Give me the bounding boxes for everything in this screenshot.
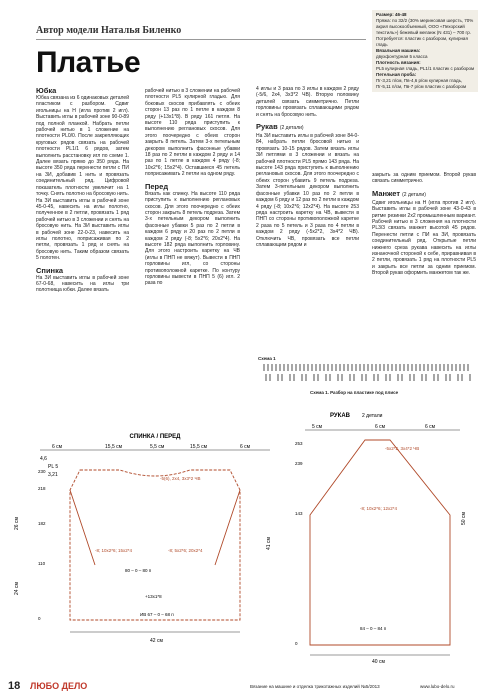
heading-cuff-sub: (2 детали) xyxy=(402,191,426,198)
diagram-back-title: СПИНКА / ПЕРЕД xyxy=(129,434,181,440)
heading-skirt: Юбка xyxy=(36,86,57,95)
left-height: 26 см xyxy=(14,517,20,530)
diagram-sleeve-subtitle: 2 детали xyxy=(362,413,383,419)
sleeve-row-253: 253 xyxy=(295,441,303,446)
footer-bar xyxy=(0,678,483,700)
back-front-diagram xyxy=(0,420,300,660)
row-230: 230 xyxy=(38,469,46,474)
heading-cuff xyxy=(372,189,476,200)
sleeve-stitches: 84 – 0 – 84 п xyxy=(360,626,387,631)
header-rule xyxy=(36,39,366,40)
sleeve-diagram xyxy=(290,405,483,665)
right-height: 41 см xyxy=(266,537,272,550)
dim-top-right: 15,5 см xyxy=(190,444,208,450)
column-1 xyxy=(36,86,129,294)
column-2 xyxy=(145,88,240,287)
row-110: 110 xyxy=(38,561,46,566)
spec-trim: Потребуется: пластик с разбором, кулирная гладь xyxy=(376,36,468,47)
sleeve-dim-t1: 5 см xyxy=(312,424,323,430)
scheme-1-label: Схема 1 xyxy=(258,356,276,361)
scheme-1-needle-chart xyxy=(260,362,476,384)
page-number: 18 xyxy=(8,680,21,692)
column-3 xyxy=(256,86,359,248)
bottom-width: 42 см xyxy=(150,638,163,644)
row-0: 0 xyxy=(38,616,41,621)
issue-text: Вязание на машине и отделка трикотажных изделий №5/2013 xyxy=(250,684,380,689)
raglan-decrease-left: -8; 10х2*6; 15х2*4 xyxy=(95,548,133,553)
text-front-cont: 4 иглы и 3 раза по 3 иглы в каждом 2 ряду (-5/6, 2х4, 3х3*2 ЧВ). Вторую половину деталей связать симметрично. Петли горловины провязать сплавающими рядом и снять на бросовую нить. xyxy=(256,86,359,118)
spec-machine-heading: Вязальная машина: xyxy=(376,48,421,53)
sleeve-right-height: 50 см xyxy=(461,512,467,525)
heading-sleeve-sub: (2 детали) xyxy=(279,125,304,132)
hem-stitches: ИВ 67 – 0 – 68 п xyxy=(140,612,174,617)
left-height-2: 24 см xyxy=(14,582,20,595)
brand-logo: ЛЮБО ДЕЛО xyxy=(30,681,88,691)
heading-sleeve-label: Рукав xyxy=(256,122,278,132)
text-cuff: Сдвиг игольницы на Н (игла против 2 игл). Выставить иглы в рабочей зоне 43-0-43 в ритме резинки 2х2 промышленным вариант. Рабочей нитью в 3 сложения на плотности PL3/3 связать манжет высотой 45 рядов. Перенести петли с ПИ на ЗИ, провязать соединительный ряд. Открытые петли нижнего среза рукава навесить на иглы изнаночной стороной к себе, приравнивая в 2 петли, провязать 1 ряд на плотности PL5 и закрыть все петли за одним приемом. Второй рукав оформить манжетом так же. xyxy=(372,199,476,277)
text-back-cont: рабочей нитью в 3 сложении на рабочей плотности PL5 кулирной гладью. Для боковых скосов прибавлять с обеих сторон 13 раз по 1 петле в каждом 8 ряду (+13х1*8). В ряду 161 петля. На высоте 110 ряда приступить к выполнению реглановых скосов. Для этого поочередно с обеих сторон закрыть 8 петель. Затем 3-х петельным декором выполнить фасонные убавки 18 раз по 2 петли в каждом 2 ряду и 14 раз по 1 петле в каждом 4 ряду (-8; 10х2*6; 15х2*4). Оставшиеся 45 петель поприсаживать 2 петли на одном ряду. xyxy=(145,88,240,178)
sleeve-row-143: 143 xyxy=(295,511,303,516)
spec-sample: Пг-3,21 п/см, Пв-4,6 р/см кулирная гладь, Пг-5,11 п/см, Пв-7 р/см пластик с разбором xyxy=(376,78,467,89)
spec-machine: двухфонтурная 5 класса xyxy=(376,54,428,59)
dim-top-mid2: 5,5 см xyxy=(150,444,165,450)
text-back: На ЗИ выставить иглы в рабочей зоне 67-0-68, навесить на иглы три полотнища юбки. Далее вязать xyxy=(36,274,129,294)
row-218: 218 xyxy=(38,486,46,491)
site-text: www.lubo-delo.ru xyxy=(420,684,455,689)
dim-top-rr: 6 см xyxy=(240,444,251,450)
spec-density: PL5 кулирная гладь, PL1/1 пластик с разбором xyxy=(376,66,475,71)
text-sleeve: На ЗИ выставить иглы в рабочей зоне 84-0-84, набрать петли бросовой нитью и провязать 10-15 рядов. Затем вязать иглы ЗИ петлями в 3 сложении и вязать на рабочей плотности PL5 прямо 143 ряда. На высоте 143 ряда приступить к выполнению реглановых скосов. Для этого поочередно с обеих сторон убавить 9 петель подреза. Затем 3-петельным декором выполнить фасонные убавки 10 раз по 2 петли в каждом 6 ряду и 12 раз по 2 петли в каждом 4 ряду (-8; 10х2*6; 12х2*4). На высоте 253 ряда настроить каретку на ЧВ, вывести в ПНП со стороны противоположной каретке 2 раза по 5 петель и 3 раза по 4 петли в каждом 2 ряду (-5х2*2, 3х4*2 ЧВ). Отключить ЧВ, провязать все петли сплавающим рядом и xyxy=(256,133,359,248)
author-line: Автор модели Наталья Биленко xyxy=(36,25,182,36)
dim-pg: 3,21 xyxy=(48,472,58,478)
sleeve-top-shaping: -5х2*2, 3х4*2 ЧВ xyxy=(385,446,420,451)
page-title: Платье xyxy=(36,46,141,79)
width-stitches: 80 – 0 – 80 п xyxy=(125,568,152,573)
text-front: Вязать как спинку. На высоте 110 ряда приступить к выполнению реглановых скосов. Для этого поочередно с обеих сторон закрыть 8 петель подреза. Затем 3-х петельным декором выполнить фасонные убавки 5 раз по 2 петли в каждом 6 ряду и 20 раз по 2 петли в каждом 2 ряду (-8; 5х2*6; 20х2*4). На высоте 182 ряда выполнить горловину. Для этого настроить каретку на ЧВ (иглы в ПНП не вяжут). Вывести в ПНП горловины игл, со стороны противоположной каретке. По контуру горловины вывести в ПНП 5 (6) игл. 2 раза по xyxy=(145,190,240,287)
neck-decrease: -5(6), 2х4, 3х3*2 ЧВ xyxy=(160,476,201,481)
dim-top-mid: 15,5 см xyxy=(105,444,123,450)
scheme-1-caption: Схема 1. Разбор на пластике под плисе xyxy=(310,390,399,395)
spec-yarn: Пряжа: по 32/2 (30% меринсовая шерсть, 70% акрил высокообъемный, ООО «Пехорский текстиль») бежевый меланж (N 431) – 700 гр. xyxy=(376,18,474,35)
column-4 xyxy=(372,172,476,277)
sleeve-raglan: -8; 10х2*6; 12х2*4 xyxy=(360,506,398,511)
sleeve-dim-t2: 6 см xyxy=(375,424,386,430)
raglan-decrease-right: -8; 5х2*6; 20х2*4 xyxy=(168,548,203,553)
specs-box xyxy=(372,10,478,92)
diagram-sleeve-title: РУКАВ xyxy=(330,413,350,419)
sleeve-bottom-width: 40 см xyxy=(372,659,385,665)
sleeve-row-239: 239 xyxy=(295,461,303,466)
spec-sample-heading: Петельная проба: xyxy=(376,72,417,77)
heading-front: Перед xyxy=(145,181,169,191)
row-182: 182 xyxy=(38,521,46,526)
text-sleeve-cont: закрыть за одним приемом. Второй рукав связать симметрично. xyxy=(372,172,476,185)
sleeve-row-0: 0 xyxy=(295,641,298,646)
heading-back: Спинка xyxy=(36,265,64,275)
dim-top-left: 6 см xyxy=(52,444,63,450)
sleeve-dim-t3: 6 см xyxy=(425,424,436,430)
dim-pl: PL 5 xyxy=(48,464,59,470)
text-skirt: Юбка связана из 6 одинаковых деталей пластиком с разбором. Сдвиг игольницы на Н (игла против 2 игл). Выставить иглы в рабочей зоне 90-0-89 под полной планкой. Набрать петли рабочей нитью в 1 сложение на плотности PL0/0. После закрепляющих круговых рядов связать на рабочей плотности PL1/1 6 рядов, затем выполнить расстановку игл по схеме 1. Далее вязать прямо до 350 ряда. На высоте 350 ряда перенести петли с ПИ на ЗИ, добавив 1 нить и провязать соединительный ряд. Цифровой показатель плотности увеличит на 1 точку. Снять полотно на бросовую нить. На ЗИ выставить иглы в рабочей зоне 45-0-45, навесить на иглы полотно, полученное в 2 петли, провязать 1 ряд рабочей нитью в 3 сложении и снять на бросовую нить. На ЗИ выставить иглы в рабочей зоне 22-0-23, навесить на иглы полотно, поприсаживая по 2 петли, провязать 1 ряд и снять на бросовую нить. Таким образом связать 5 полотен. xyxy=(36,95,129,262)
dim-h1: 4,6 xyxy=(40,456,47,462)
heading-sleeve xyxy=(256,122,359,133)
spec-density-heading: Плотность вязания: xyxy=(376,60,421,65)
side-increase: +13х1*8 xyxy=(145,594,162,599)
heading-cuff-label: Манжет xyxy=(372,188,401,198)
spec-size: Размер: 46-48 xyxy=(376,12,407,17)
